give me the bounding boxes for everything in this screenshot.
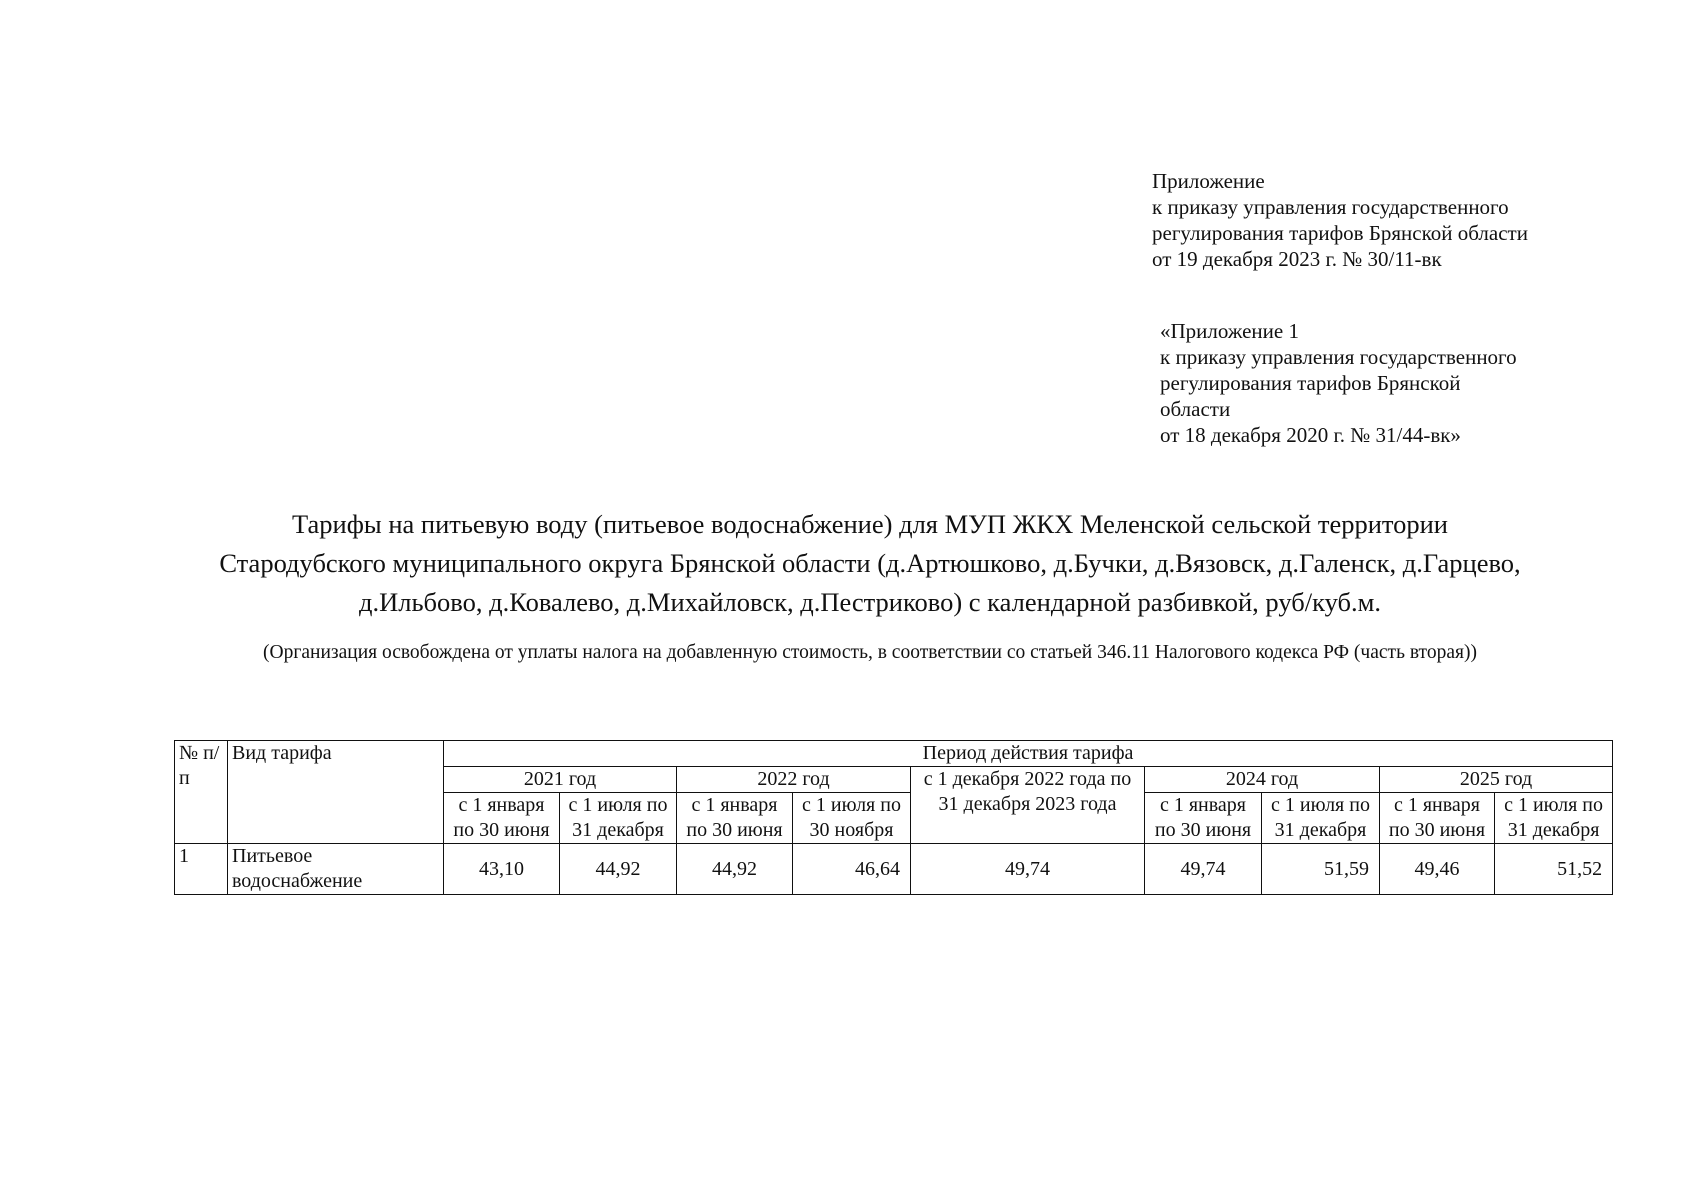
header-2025-jul-dec: с 1 июля по 31 декабря bbox=[1495, 793, 1613, 844]
value-2022-jan-jun: 44,92 bbox=[677, 844, 793, 895]
appendix-quote-line: к приказу управления государственного bbox=[1160, 345, 1517, 369]
header-2022-jul-nov: с 1 июля по 30 ноября bbox=[793, 793, 911, 844]
header-2024-jul-dec: с 1 июля по 31 декабря bbox=[1262, 793, 1380, 844]
row-tariff-type: Питьевое водоснабжение bbox=[228, 844, 444, 895]
appendix-quote-block bbox=[1160, 318, 1517, 448]
header-year-2021: 2021 год bbox=[444, 767, 677, 793]
appendix-line: от 19 декабря 2023 г. № 30/11-вк bbox=[1152, 247, 1442, 271]
table-row bbox=[175, 844, 1613, 895]
title-line: Стародубского муниципального округа Брянской области (д.Артюшково, д.Бучки, д.Вязовск, д.Галенск, д.Гарцево, bbox=[219, 548, 1521, 578]
header-num: № п/п bbox=[175, 741, 228, 844]
title-line: д.Ильбово, д.Ковалево, д.Михайловск, д.Пестриково) с календарной разбивкой, руб/куб.м. bbox=[359, 587, 1381, 617]
header-year-2022: 2022 год bbox=[677, 767, 911, 793]
title-line: Тарифы на питьевую воду (питьевое водоснабжение) для МУП ЖКХ Меленской сельской территории bbox=[292, 509, 1448, 539]
header-2024-jan-jun: с 1 января по 30 июня bbox=[1145, 793, 1262, 844]
appendix-line: регулирования тарифов Брянской области bbox=[1152, 221, 1528, 245]
header-2025-jan-jun: с 1 января по 30 июня bbox=[1380, 793, 1495, 844]
value-2025-jan-jun: 49,46 bbox=[1380, 844, 1495, 895]
appendix-quote-line: области bbox=[1160, 397, 1231, 421]
header-year-2024: 2024 год bbox=[1145, 767, 1380, 793]
header-period: Период действия тарифа bbox=[444, 741, 1613, 767]
header-period-dec2022-dec2023: с 1 декабря 2022 года по 31 декабря 2023 года bbox=[911, 767, 1145, 844]
appendix-quote-line: регулирования тарифов Брянской bbox=[1160, 371, 1461, 395]
value-2021-jul-dec: 44,92 bbox=[560, 844, 677, 895]
value-2021-jan-jun: 43,10 bbox=[444, 844, 560, 895]
header-tariff-type: Вид тарифа bbox=[228, 741, 444, 844]
value-2025-jul-dec: 51,52 bbox=[1495, 844, 1613, 895]
value-dec2022-dec2023: 49,74 bbox=[911, 844, 1145, 895]
appendix-quote-line: от 18 декабря 2020 г. № 31/44-вк» bbox=[1160, 423, 1461, 447]
appendix-line: Приложение bbox=[1152, 169, 1265, 193]
header-2022-jan-jun: с 1 января по 30 июня bbox=[677, 793, 793, 844]
row-num: 1 bbox=[175, 844, 228, 895]
tax-note: (Организация освобождена от уплаты налога на добавленную стоимость, в соответствии со статьей 346.11 Налогового кодекса РФ (часть вторая)) bbox=[263, 642, 1477, 663]
appendix-quote-line: «Приложение 1 bbox=[1160, 319, 1299, 343]
value-2022-jul-nov: 46,64 bbox=[793, 844, 911, 895]
value-2024-jan-jun: 49,74 bbox=[1145, 844, 1262, 895]
document-title bbox=[120, 505, 1620, 622]
appendix-block bbox=[1152, 168, 1528, 272]
appendix-line: к приказу управления государственного bbox=[1152, 195, 1509, 219]
tariff-table bbox=[174, 740, 1613, 895]
value-2024-jul-dec: 51,59 bbox=[1262, 844, 1380, 895]
header-2021-jul-dec: с 1 июля по 31 декабря bbox=[560, 793, 677, 844]
header-2021-jan-jun: с 1 января по 30 июня bbox=[444, 793, 560, 844]
header-year-2025: 2025 год bbox=[1380, 767, 1613, 793]
